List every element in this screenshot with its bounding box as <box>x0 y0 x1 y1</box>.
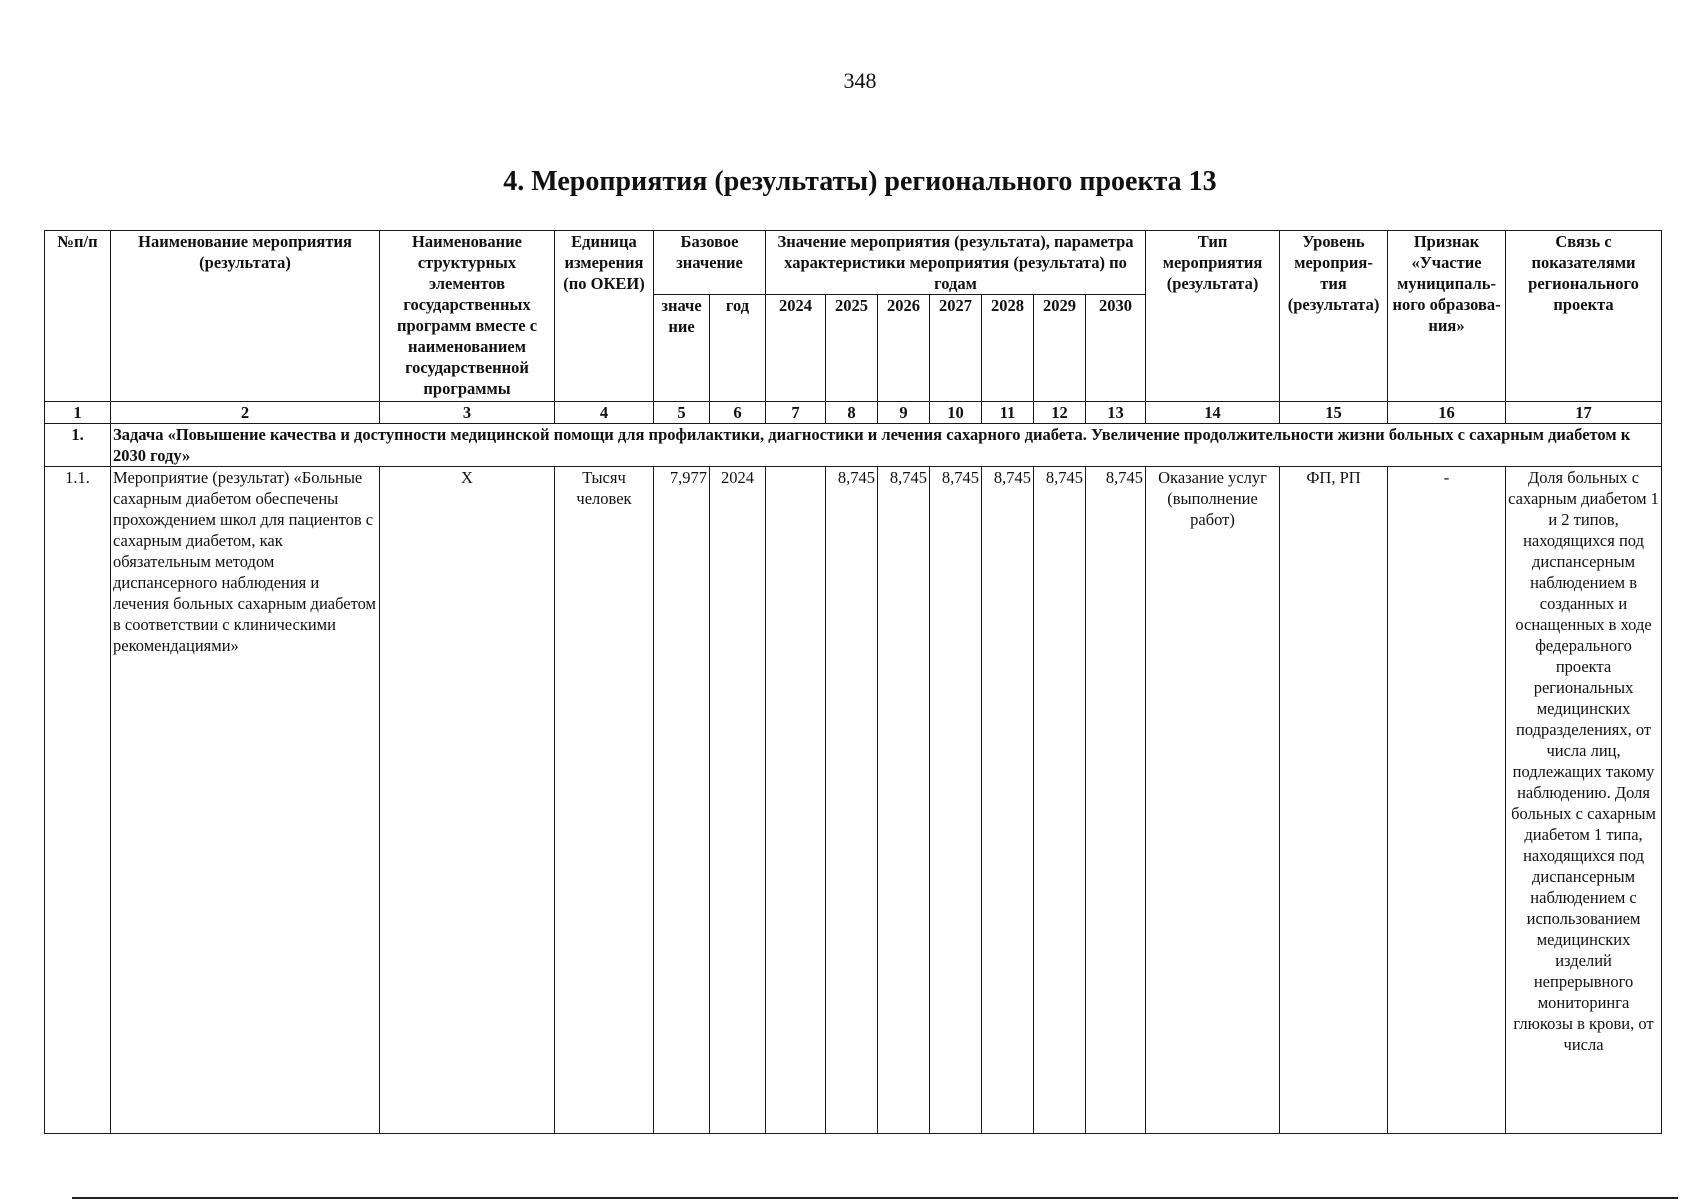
year-value: 8,745 <box>826 467 878 1134</box>
column-number: 5 <box>654 402 710 424</box>
footer-rule <box>72 1197 1678 1199</box>
column-number: 13 <box>1086 402 1146 424</box>
column-number: 1 <box>45 402 111 424</box>
task-text: Задача «Повышение качества и доступности медицинской помощи для профилактики, диагностики и лечения сахарного диабета. Увеличение продолжительности жизни больных с сахарным диабетом к 2030 году» <box>111 424 1662 467</box>
year-value: 8,745 <box>930 467 982 1134</box>
header-values-by-year: Значение мероприятия (результата), параметра характеристики мероприятия (результата) по годам <box>766 231 1146 295</box>
base-value: 7,977 <box>654 467 710 1134</box>
header-year: 2029 <box>1034 295 1086 402</box>
header-level: Уровень мероприя- тия (результата) <box>1280 231 1388 402</box>
header-type: Тип мероприятия (результата) <box>1146 231 1280 402</box>
header-name: Наименование мероприятия (результата) <box>111 231 380 402</box>
column-number: 8 <box>826 402 878 424</box>
header-year: 2028 <box>982 295 1034 402</box>
task-number: 1. <box>45 424 111 467</box>
header-base-year: год <box>710 295 766 402</box>
page-title: 4. Мероприятия (результаты) регионального проекта 13 <box>503 166 1217 197</box>
year-value: 8,745 <box>982 467 1034 1134</box>
column-number: 17 <box>1506 402 1662 424</box>
header-year: 2030 <box>1086 295 1146 402</box>
header-year: 2027 <box>930 295 982 402</box>
base-year: 2024 <box>710 467 766 1134</box>
column-number: 12 <box>1034 402 1086 424</box>
header-num: №п/п <box>45 231 111 402</box>
column-number: 7 <box>766 402 826 424</box>
header-year: 2025 <box>826 295 878 402</box>
column-number: 9 <box>878 402 930 424</box>
task-row <box>45 424 1662 467</box>
activities-table <box>44 230 1662 1134</box>
column-number: 11 <box>982 402 1034 424</box>
column-number: 2 <box>111 402 380 424</box>
column-number: 3 <box>380 402 555 424</box>
column-number: 14 <box>1146 402 1280 424</box>
activity-level: ФП, РП <box>1280 467 1388 1134</box>
page-number: 348 <box>843 68 877 93</box>
activity-type: Оказание услуг (выполнение работ) <box>1146 467 1280 1134</box>
header-base-value: значе ние <box>654 295 710 402</box>
year-value: 8,745 <box>1086 467 1146 1134</box>
header-municipal: Признак «Участие муниципаль- ного образова- ния» <box>1388 231 1506 402</box>
header-unit: Единица измерения (по ОКЕИ) <box>555 231 654 402</box>
column-number-row <box>45 402 1662 424</box>
indicator-link: Доля больных с сахарным диабетом 1 и 2 типов, находящихся под диспансерным наблюдением в созданных и оснащенных в ходе федерального проекта региональных медицинских подразделениях, от числа лиц, подлежащих такому наблюдению. Доля больных с сахарным диабетом 1 типа, находящихся под диспансерным наблюдением с использованием медицинских изделий непрерывного мониторинга глюкозы в крови, от числа <box>1506 467 1662 1134</box>
header-year: 2024 <box>766 295 826 402</box>
column-number: 4 <box>555 402 654 424</box>
year-value: 8,745 <box>1034 467 1086 1134</box>
column-number: 6 <box>710 402 766 424</box>
table-row <box>45 467 1662 1134</box>
header-row <box>45 231 1662 295</box>
year-value <box>766 467 826 1134</box>
column-number: 10 <box>930 402 982 424</box>
column-number: 16 <box>1388 402 1506 424</box>
header-base: Базовое значение <box>654 231 766 295</box>
header-structural: Наименование структурных элементов государственных программ вместе с наименованием государственной программы <box>380 231 555 402</box>
row-number: 1.1. <box>45 467 111 1134</box>
year-value: 8,745 <box>878 467 930 1134</box>
column-number: 15 <box>1280 402 1388 424</box>
activity-name: Мероприятие (результат) «Больные сахарным диабетом обеспечены прохождением школ для пациентов с сахарным диабетом, как обязательным методом диспансерного наблюдения и лечения больных сахарным диабетом в соответствии с клиническими рекомендациями» <box>111 467 380 1134</box>
unit-of-measure: Тысяч человек <box>555 467 654 1134</box>
structural-element: Х <box>380 467 555 1134</box>
header-year: 2026 <box>878 295 930 402</box>
header-link: Связь с показателями регионального проекта <box>1506 231 1662 402</box>
municipal-flag: - <box>1388 467 1506 1134</box>
